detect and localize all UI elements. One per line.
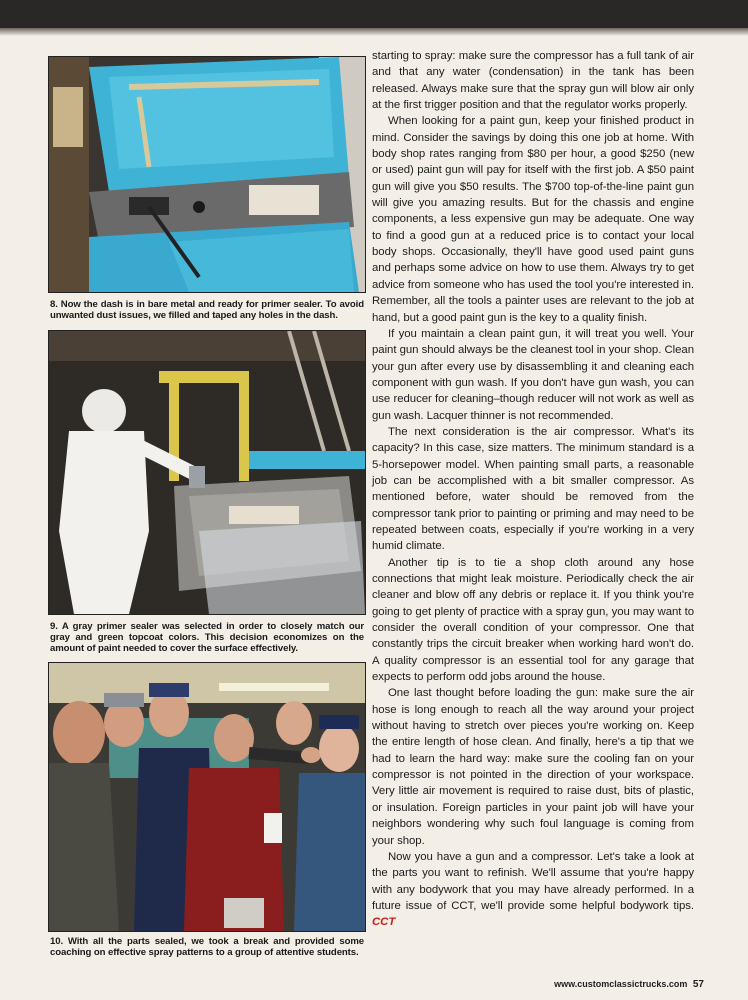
article-signoff: CCT <box>372 916 396 929</box>
article-body <box>372 48 694 931</box>
photo-primer-spray-image <box>49 331 365 614</box>
footer-url: www.customclassictrucks.com <box>554 979 688 989</box>
article-paragraph-final <box>372 849 694 931</box>
page-number: 57 <box>692 979 704 990</box>
article-paragraph: When looking for a paint gun, keep your finished product in mind. Consider the savings by doing this one job at home. With body shop rates ranging from $80 per hour, a good $250 (new or used) paint gun will pay for itself with the first job. A $50 paint gun will give you $50 results. The $700 top-of-the-line paint gun will give you amazing results. But for the chassis and engine components, a less expensive gun may be adequate. One way to find a good gun at a reduced price is to contact your local body shops. Occasionally, they'll have good used paint guns and perhaps some advice on how to use them. Always try to get advice from someone who has used the tool you're interested in. Remember, all the tools a painter uses are relevant to the job at hand, but a good paint gun is the key to a quality finish. <box>372 115 694 324</box>
article-paragraph: starting to spray: make sure the compressor has a full tank of air and that any water (condensation) in the tank has been released. Always make sure that the spray gun will blow air only at the first trigger position and that the regulator works properly. <box>372 50 694 112</box>
photo-students-group <box>48 662 366 932</box>
photo-dash-masked-image <box>49 57 365 292</box>
photo-dash-masked <box>48 56 366 293</box>
photo-students-group-image <box>49 663 365 931</box>
article-paragraph: One last thought before loading the gun: make sure the air hose is long enough to reach all the way around your project without having to stretch over pieces you're working on. Keep the entire length of hose clean. And finally, here's a tip that we had to learn the hard way: make sure the cooling fan on your compressor is not pointed in the direction of your workspace. Very little air movement is required to raise dust, bits of plastic, or insulation. Foreign particles in your paint job will have your neighbors wondering why such foul language is coming from your shop. <box>372 687 694 847</box>
page-footer <box>554 979 704 990</box>
article-paragraph: The next consideration is the air compressor. What's its capacity? In this case, size matters. The minimum standard is a 5-horsepower model. When painting small parts, a reasonable job can be accomplished with a bit smaller compressor. As mentioned before, water should be removed from the compressor tank prior to painting or priming and may need to be repeated between coats, especially if you're working in a very humid climate. <box>372 425 694 553</box>
photo-primer-spray <box>48 330 366 615</box>
caption-photo-10: 10. With all the parts sealed, we took a break and provided some coaching on effective spray patterns to a group of attentive students. <box>50 936 364 958</box>
final-paragraph-text: Now you have a gun and a compressor. Let's take a look at the parts you want to refinish. We'll assume that you're happy with any bodywork that you may have already performed. In a future issue of CCT, we'll provide some helpful bodywork tips. <box>372 850 694 912</box>
article-paragraph: Another tip is to tie a shop cloth around any hose connections that might leak moisture. Periodically check the air cleaner and blow off any debris or replace it. If you think you're going to get plenty of practice with a spray gun, you may want to consider the overall condition of your compressor. One that constantly trips the circuit breaker when working hard won't do. A quality compressor is an essential tool for any garage that expects to perform odd jobs around the house. <box>372 556 694 684</box>
page-edge-shadow <box>0 28 748 36</box>
caption-photo-8: 8. Now the dash is in bare metal and ready for primer sealer. To avoid unwanted dust issues, we filled and taped any holes in the dash. <box>50 299 364 321</box>
caption-photo-9: 9. A gray primer sealer was selected in order to closely match our gray and green topcoat colors. This decision economizes on the amount of paint needed to cover the surface effectively. <box>50 621 364 654</box>
article-paragraph: If you maintain a clean paint gun, it will treat you well. Your paint gun should always be the cleanest tool in your shop. Clean your gun after every use by disassembling it and cleaning each component with gun wash. If you don't have gun wash, you can use reducer for cleaning–though reducer will not work as well as gun wash. Lacquer thinner is not recommended. <box>372 327 694 422</box>
